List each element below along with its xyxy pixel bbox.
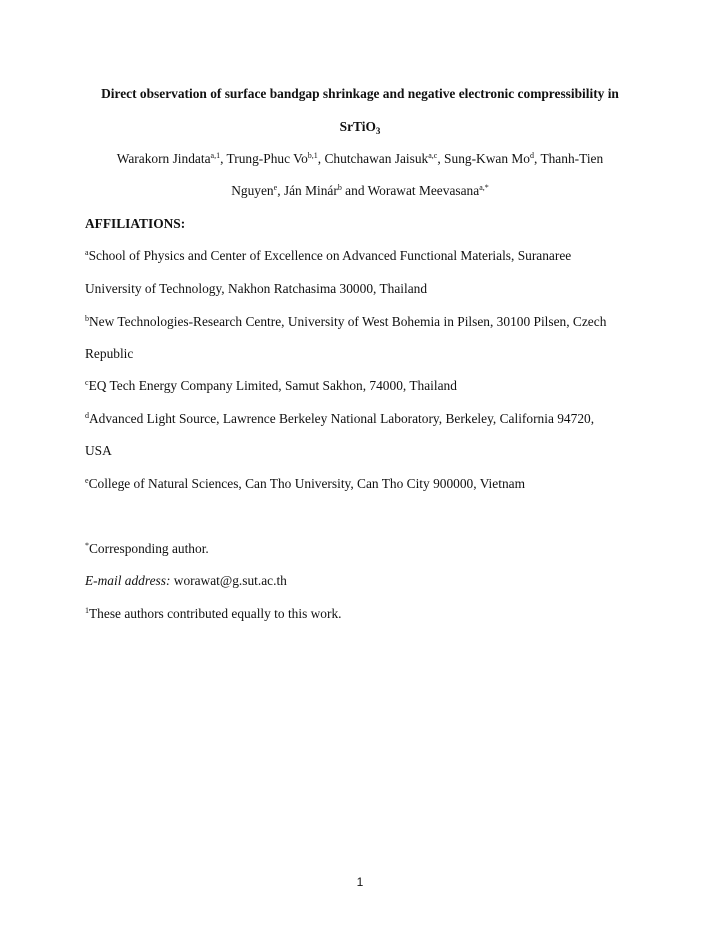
affiliation-a [85,248,645,264]
author-affiliation-marker: a,1 [210,151,221,160]
footnote-marker: 1 [85,606,89,615]
author-affiliation-marker: b [337,183,342,192]
affiliation-d [85,411,645,427]
email-line [85,573,645,589]
affiliation-d-cont: USA [85,443,112,458]
corresponding-author-note [85,541,645,557]
author-affiliation-marker: a,c [428,151,438,160]
affiliation-marker: d [85,411,89,420]
paper-title-line-2 [70,119,650,135]
author-list-line-2 [70,183,650,199]
author-name: , Sung-Kwan Mo [437,151,530,166]
author-name: , Ján Minár [277,183,338,198]
affiliation-text: EQ Tech Energy Company Limited, Samut Sakhon, 74000, Thailand [88,378,457,393]
author-name: Warakorn Jindata [116,151,211,166]
email-label: E-mail address: [85,573,171,588]
footnote-marker: * [85,541,89,550]
affiliation-text: Advanced Light Source, Lawrence Berkeley National Laboratory, Berkeley, California 94720, [89,411,595,426]
author-name: and Worawat Meevasana [341,183,480,198]
title-text: Direct observation of surface bandgap shrinkage and negative electronic compressibility in [101,86,619,101]
affiliation-c [85,378,645,394]
affiliation-marker: c [85,378,89,387]
footnote-text: These authors contributed equally to this work. [89,606,342,621]
affiliation-a-cont: University of Technology, Nakhon Ratchasima 30000, Thailand [85,281,428,296]
affiliation-text: School of Physics and Center of Excellence on Advanced Functional Materials, Suranaree [88,248,572,263]
affiliation-marker: e [85,476,89,485]
title-formula: SrTiO [339,119,376,134]
page-number: 1 [356,875,364,889]
title-formula-subscript: 3 [375,126,381,136]
affiliation-b-cont: Republic [85,346,134,361]
author-name: Nguyen [231,183,274,198]
affiliation-marker: a [85,248,89,257]
affiliation-marker: b [85,314,89,323]
affiliation-e [85,476,645,492]
footnote-text: Corresponding author. [89,541,209,556]
author-name: , Trung-Phuc Vo [220,151,308,166]
author-list-line-1 [70,151,650,167]
affiliations-heading: AFFILIATIONS: [85,216,186,231]
author-affiliation-marker: e [273,183,278,192]
affiliation-text: College of Natural Sciences, Can Tho University, Can Tho City 900000, Vietnam [88,476,525,491]
equal-contribution-note [85,606,645,622]
author-name: , Chutchawan Jaisuk [317,151,429,166]
author-affiliation-marker: a,* [479,183,489,192]
email-address: worawat@g.sut.ac.th [170,573,287,588]
affiliation-text: New Technologies-Research Centre, University of West Bohemia in Pilsen, 30100 Pilsen, Czech [89,314,607,329]
author-affiliation-marker: d [529,151,534,160]
author-name: , Thanh-Tien [533,151,604,166]
author-affiliation-marker: b,1 [307,151,318,160]
paper-title-line-1 [70,86,650,102]
affiliation-b [85,314,645,330]
